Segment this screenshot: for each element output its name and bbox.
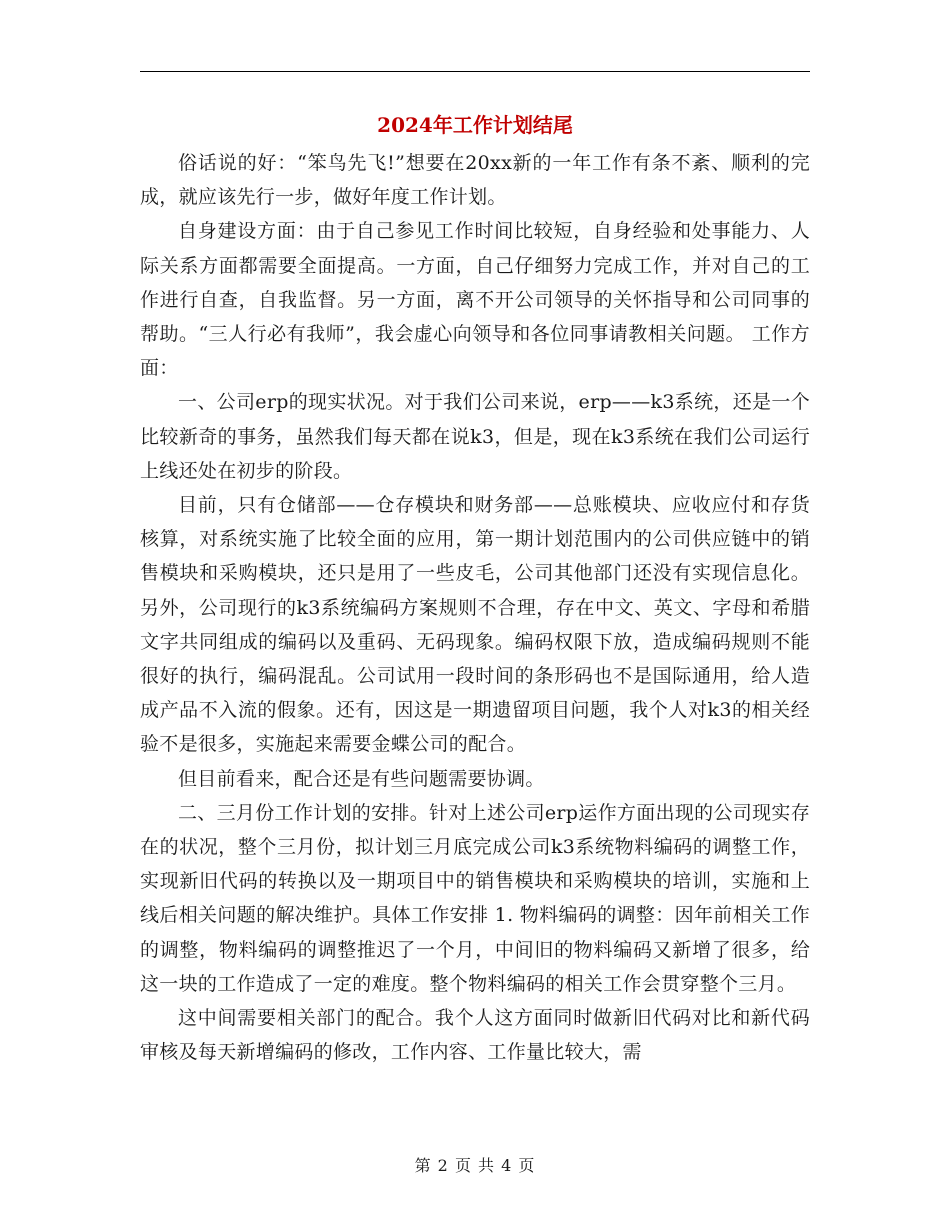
paragraph: 这中间需要相关部门的配合。我个人这方面同时做新旧代码对比和新代码审核及每天新增编码的修改，工作内容、工作量比较大，需 [140,1007,810,1064]
paragraph: 二、三月份工作计划的安排。针对上述公司erp运作方面出现的公司现实存在的状况，整个三月份，拟计划三月底完成公司k3系统物料编码的调整工作，实现新旧代码的转换以及一期项目中的销售模块和采购模块的培训，实施和上线后相关问题的解决维护。具体工作安排 1. 物料编码的调整：因年前相关工作的调整，物料编码的调整推迟了一个月，中间旧的物料编码又新增了很多，给这一块的工作造成了一定的难度。整个物料编码的相关工作会贯穿整个三月。 [140,801,810,995]
paragraph: 一、公司erp的现实状况。对于我们公司来说，erp——k3系统，还是一个比较新奇的事务，虽然我们每天都在说k3，但是，现在k3系统在我们公司运行上线还处在初步的阶段。 [140,391,810,482]
document-body [140,146,810,1069]
page-footer: 第 2 页 共 4 页 [414,1156,536,1175]
paragraph: 自身建设方面：由于自己参见工作时间比较短，自身经验和处事能力、人际关系方面都需要全面提高。一方面，自己仔细努力完成工作，并对自己的工作进行自查，自我监督。另一方面，离不开公司领导的关怀指导和公司同事的帮助。“三人行必有我师”，我会虚心向领导和各位同事请教相关问题。 工作方面： [140,220,810,380]
document-title: 2024年工作计划结尾 [377,113,573,137]
paragraph: 俗话说的好：“笨鸟先飞!”想要在20xx新的一年工作有条不紊、顺利的完成，就应该先行一步，做好年度工作计划。 [140,152,810,209]
header-rule [140,71,810,72]
paragraph: 但目前看来，配合还是有些问题需要协调。 [178,767,545,790]
paragraph: 目前，只有仓储部——仓存模块和财务部——总账模块、应收应付和存货核算，对系统实施了比较全面的应用，第一期计划范围内的公司供应链中的销售模块和采购模块，还只是用了一些皮毛，公司其他部门还没有实现信息化。另外，公司现行的k3系统编码方案规则不合理，存在中文、英文、字母和希腊文字共同组成的编码以及重码、无码现象。编码权限下放，造成编码规则不能很好的执行，编码混乱。公司试用一段时间的条形码也不是国际通用，给人造成产品不入流的假象。还有，因这是一期遗留项目问题，我个人对k3的相关经验不是很多，实施起来需要金蝶公司的配合。 [140,494,810,756]
